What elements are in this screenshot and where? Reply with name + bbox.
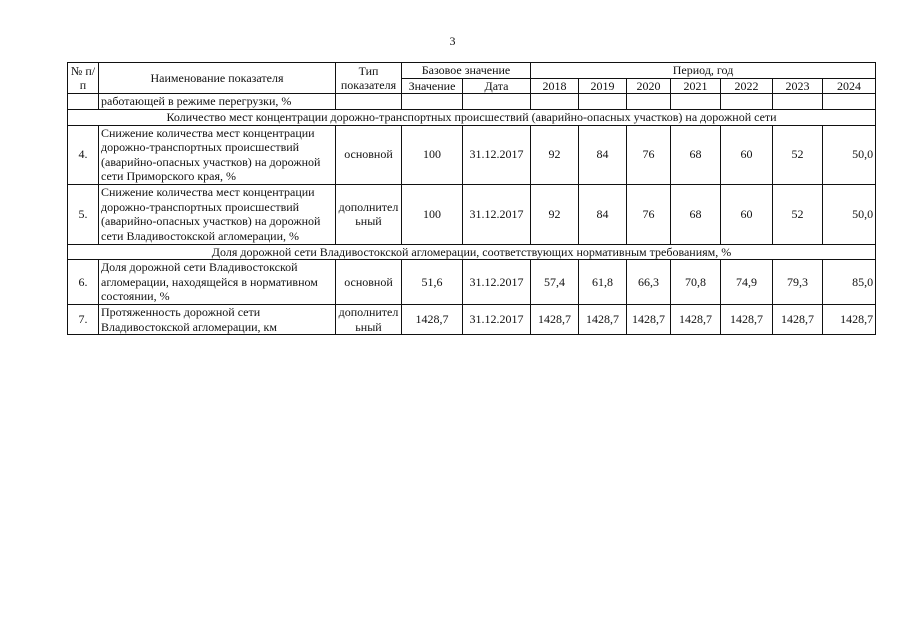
- row-value-2020: 76: [627, 185, 671, 245]
- row-base-value: 100: [402, 125, 463, 185]
- cell-empty: [671, 94, 721, 110]
- row-base-value: 100: [402, 185, 463, 245]
- continuation-text: работающей в режиме перегрузки, %: [99, 94, 336, 110]
- row-type: основной: [336, 260, 402, 305]
- row-value-2021: 1428,7: [671, 305, 721, 335]
- header-base-value: Значение: [402, 78, 463, 94]
- page-number: 3: [449, 34, 456, 48]
- header-type: Тип показателя: [336, 63, 402, 94]
- row-name: Доля дорожной сети Владивостокской агломерации, находящейся в нормативном состоянии, %: [99, 260, 336, 305]
- section-row: [68, 244, 876, 260]
- indicators-table: [67, 62, 876, 335]
- header-year: 2022: [721, 78, 773, 94]
- cell-empty: [823, 94, 876, 110]
- row-type: основной: [336, 125, 402, 185]
- cell-empty: [627, 94, 671, 110]
- row-value-2020: 76: [627, 125, 671, 185]
- row-value-2020: 66,3: [627, 260, 671, 305]
- row-value-2021: 70,8: [671, 260, 721, 305]
- row-value-2018: 92: [531, 185, 579, 245]
- row-value-2018: 1428,7: [531, 305, 579, 335]
- row-value-2023: 79,3: [773, 260, 823, 305]
- row-name: Снижение количества мест концентрации дорожно-транспортных происшествий (аварийно-опасных участков) на дорожной сети Приморского края, %: [99, 125, 336, 185]
- header-year: 2018: [531, 78, 579, 94]
- table-row: [68, 125, 876, 185]
- cell-empty: [463, 94, 531, 110]
- row-value-2019: 84: [579, 185, 627, 245]
- row-value-2023: 52: [773, 125, 823, 185]
- header-year: 2020: [627, 78, 671, 94]
- row-value-2019: 84: [579, 125, 627, 185]
- cell-empty: [68, 94, 99, 110]
- row-value-2024: 1428,7: [823, 305, 876, 335]
- row-value-2023: 1428,7: [773, 305, 823, 335]
- row-num: 4.: [68, 125, 99, 185]
- row-base-value: 1428,7: [402, 305, 463, 335]
- row-num: 7.: [68, 305, 99, 335]
- cell-empty: [721, 94, 773, 110]
- row-type: дополнительный: [336, 305, 402, 335]
- row-value-2022: 74,9: [721, 260, 773, 305]
- row-type: дополнительный: [336, 185, 402, 245]
- table-header: [68, 63, 876, 94]
- header-year: 2024: [823, 78, 876, 94]
- row-value-2020: 1428,7: [627, 305, 671, 335]
- row-value-2024: 50,0: [823, 185, 876, 245]
- row-value-2018: 57,4: [531, 260, 579, 305]
- header-year: 2021: [671, 78, 721, 94]
- table-body: [68, 94, 876, 335]
- row-base-date: 31.12.2017: [463, 305, 531, 335]
- row-num: 5.: [68, 185, 99, 245]
- header-base: Базовое значение: [402, 63, 531, 79]
- cell-empty: [402, 94, 463, 110]
- row-value-2019: 1428,7: [579, 305, 627, 335]
- row-base-value: 51,6: [402, 260, 463, 305]
- table-row: [68, 260, 876, 305]
- header-num: № п/п: [68, 63, 99, 94]
- cell-empty: [579, 94, 627, 110]
- table-row: [68, 305, 876, 335]
- row-value-2019: 61,8: [579, 260, 627, 305]
- row-value-2024: 50,0: [823, 125, 876, 185]
- cell-empty: [336, 94, 402, 110]
- row-value-2021: 68: [671, 185, 721, 245]
- header-name: Наименование показателя: [99, 63, 336, 94]
- row-value-2024: 85,0: [823, 260, 876, 305]
- cell-empty: [773, 94, 823, 110]
- header-period: Период, год: [531, 63, 876, 79]
- row-value-2021: 68: [671, 125, 721, 185]
- section-title: Доля дорожной сети Владивостокской агломерации, соответствующих нормативным требованиям, %: [68, 244, 876, 260]
- row-value-2022: 1428,7: [721, 305, 773, 335]
- row-num: 6.: [68, 260, 99, 305]
- section-row: [68, 109, 876, 125]
- row-name: Протяженность дорожной сети Владивостокской агломерации, км: [99, 305, 336, 335]
- row-value-2022: 60: [721, 125, 773, 185]
- continuation-row: [68, 94, 876, 110]
- row-base-date: 31.12.2017: [463, 260, 531, 305]
- table-row: [68, 185, 876, 245]
- row-value-2022: 60: [721, 185, 773, 245]
- cell-empty: [531, 94, 579, 110]
- row-name: Снижение количества мест концентрации дорожно-транспортных происшествий (аварийно-опасных участков) на дорожной сети Владивостокской агломерации, %: [99, 185, 336, 245]
- header-year: 2023: [773, 78, 823, 94]
- header-year: 2019: [579, 78, 627, 94]
- header-base-date: Дата: [463, 78, 531, 94]
- row-base-date: 31.12.2017: [463, 125, 531, 185]
- row-value-2023: 52: [773, 185, 823, 245]
- row-base-date: 31.12.2017: [463, 185, 531, 245]
- row-value-2018: 92: [531, 125, 579, 185]
- section-title: Количество мест концентрации дорожно-транспортных происшествий (аварийно-опасных участков) на дорожной сети: [68, 109, 876, 125]
